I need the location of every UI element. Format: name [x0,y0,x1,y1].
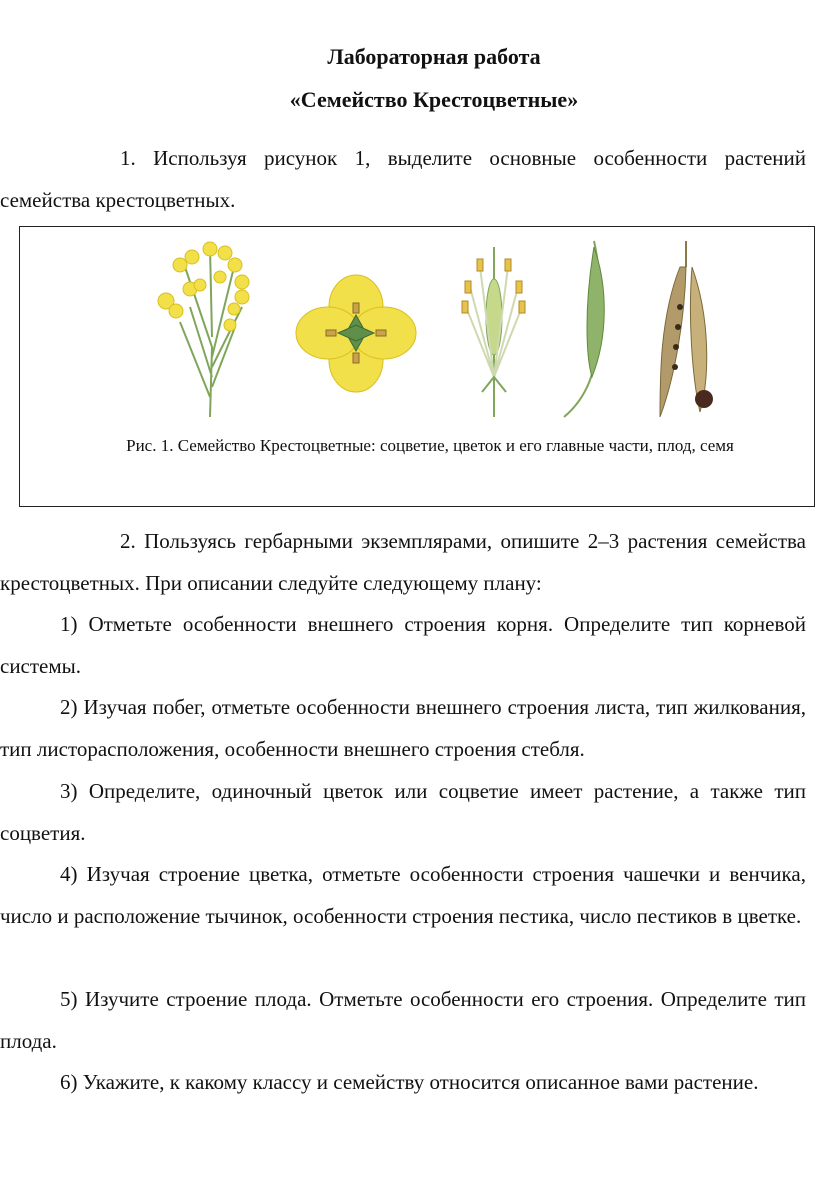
flower-illustration [296,275,416,392]
task-1-text: Используя рисунок 1, выделите основные особенности растений семейства крестоцветных. [0,146,807,212]
figure-caption: Рис. 1. Семейство Крестоцветные: соцветие, цветок и его главные части, плод, семя [126,436,734,455]
plan-step-text: Отметьте особенности внешнего строения корня. Определите тип корневой системы. [0,612,806,678]
plan-step-number: 3) [60,779,78,803]
plan-step-number: 4) [60,862,78,886]
plan-step [0,1061,806,1103]
figure-illustrations [20,227,816,508]
task-1-number: 1. [120,146,136,170]
plan-step-number: 2) [60,695,78,719]
pistil-stamens-illustration [462,247,525,417]
task-2-number: 2. [120,529,136,553]
plan-step [0,603,806,687]
plan-step [0,770,806,854]
plan-step-number: 6) [60,1070,78,1094]
fruit-pod-illustration [564,241,604,417]
plan-step [0,686,806,770]
open-pod-illustration [660,241,713,417]
inflorescence-illustration [158,242,249,417]
plan-step-text: Изучая строение цветка, отметьте особенности строения чашечки и венчика, число и расположение тычинок, особенности строения пестика, число пестиков в цветке. [0,862,806,928]
plan-step-number: 5) [60,987,78,1011]
plan-step-text: Изучите строение плода. Отметьте особенности его строения. Определите тип плода. [0,987,807,1053]
doc-title: Лабораторная работа [327,44,541,69]
plan-step-text: Укажите, к какому классу и семейству относится описанное вами растение. [82,1070,759,1094]
figure-crucifers [19,226,815,507]
task-2 [0,520,806,604]
plan-step-text: Изучая побег, отметьте особенности внешнего строения листа, тип жилкования, тип листорасположения, особенности внешнего строения стебля. [0,695,807,761]
plan-step-text: Определите, одиночный цветок или соцветие имеет растение, а также тип соцветия. [0,779,806,845]
plan-step-number: 1) [60,612,78,636]
task-1 [0,137,806,221]
plan-step [0,978,806,1062]
seed-illustration [695,390,713,408]
doc-subtitle: «Семейство Крестоцветные» [289,87,579,112]
task-2-text: Пользуясь гербарными экземплярами, опишите 2–3 растения семейства крестоцветных. При описании следуйте следующему плану: [0,529,806,595]
plan-step [0,853,806,937]
